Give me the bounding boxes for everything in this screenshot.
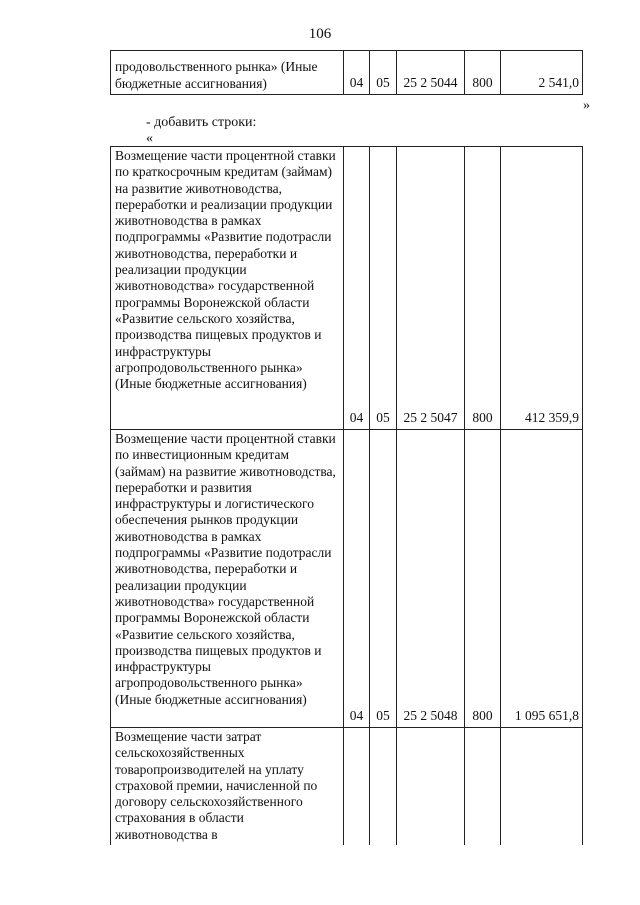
add-rows-instruction: - добавить строки: (146, 115, 257, 130)
page-number: 106 (308, 26, 332, 42)
row-section: 04 (344, 51, 370, 95)
row-subsection: 05 (370, 430, 397, 728)
table-row (111, 728, 583, 846)
closing-quote: » (583, 98, 590, 113)
row-subsection (370, 728, 397, 846)
opening-quote: « (146, 131, 153, 146)
row-target-article: 25 2 5048 (397, 430, 465, 728)
table-row (111, 430, 583, 728)
row-target-article: 25 2 5044 (397, 51, 465, 95)
row-description: Возмещение части затрат сельскохозяйственных товаропроизводителей на уплату страховой премии, начисленной по договору сельскохозяйственного страхования в области животноводства в (111, 728, 344, 846)
row-section (344, 728, 370, 846)
budget-table-continued (110, 50, 583, 95)
row-expense-type (465, 728, 501, 846)
row-subsection: 05 (370, 51, 397, 95)
row-section: 04 (344, 430, 370, 728)
row-amount: 1 095 651,8 (501, 430, 583, 728)
row-target-article (397, 728, 465, 846)
row-expense-type: 800 (465, 430, 501, 728)
row-description: Возмещение части процентной ставки по инвестиционным кредитам (займам) на развитие животноводства, переработки и развития инфраструктуры и логистического обеспечения рынков продукции животноводства в рамках подпрограммы «Развитие подотрасли животноводства, переработки и реализации продукции животноводства» государственной программы Воронежской области «Развитие сельского хозяйства, производства пищевых продуктов и инфраструктуры агропродовольственного рынка» (Иные бюджетные ассигнования) (111, 430, 344, 728)
table-row (111, 51, 583, 95)
row-amount: 412 359,9 (501, 147, 583, 430)
row-subsection: 05 (370, 147, 397, 430)
row-amount: 2 541,0 (501, 51, 583, 95)
row-section: 04 (344, 147, 370, 430)
budget-table (110, 146, 583, 845)
row-description: Возмещение части процентной ставки по краткосрочным кредитам (займам) на развитие животноводства, переработки и реализации продукции животноводства в рамках подпрограммы «Развитие подотрасли животноводства, переработки и реализации продукции животноводства» государственной программы Воронежской области «Развитие сельского хозяйства, производства пищевых продуктов и инфраструктуры агропродовольственного рынка» (Иные бюджетные ассигнования) (111, 147, 344, 430)
row-target-article: 25 2 5047 (397, 147, 465, 430)
row-amount (501, 728, 583, 846)
row-expense-type: 800 (465, 51, 501, 95)
row-expense-type: 800 (465, 147, 501, 430)
row-description: продовольственного рынка» (Иные бюджетные ассигнования) (111, 51, 344, 95)
table-row (111, 147, 583, 430)
